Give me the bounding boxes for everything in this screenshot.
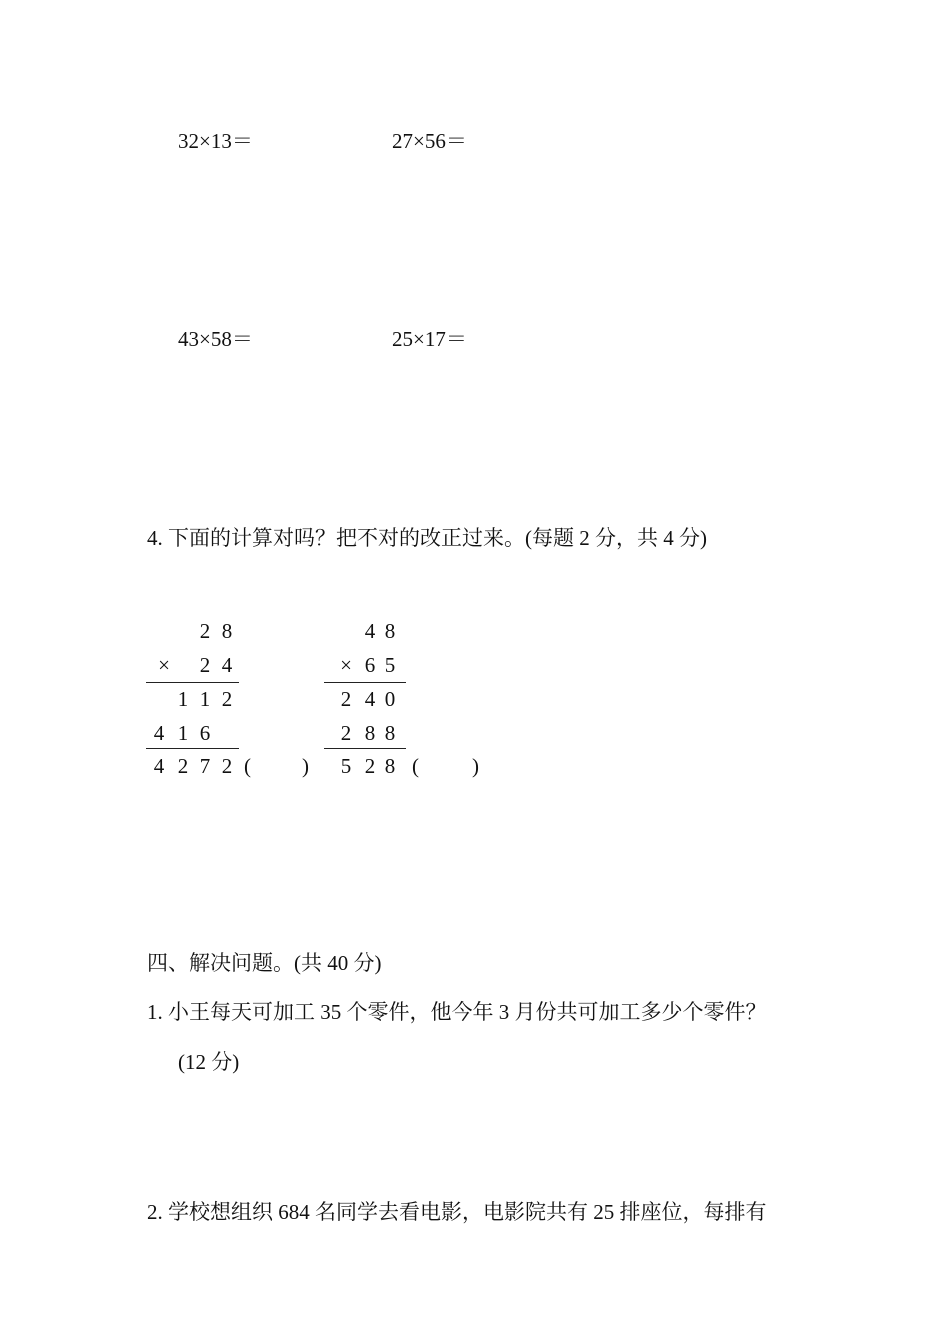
calc-expression-2: 27×56＝ bbox=[392, 129, 467, 153]
answer-paren-open: ( bbox=[244, 754, 251, 778]
problem-1-line-1: 1. 小王每天可加工 35 个零件，他今年 3 月份共可加工多少个零件？ bbox=[147, 1000, 767, 1024]
digit: 4 bbox=[364, 687, 376, 711]
digit: 6 bbox=[364, 653, 376, 677]
digit: 2 bbox=[221, 687, 233, 711]
digit: 4 bbox=[153, 754, 165, 778]
calc-expression-3: 43×58＝ bbox=[178, 327, 253, 351]
digit: 8 bbox=[384, 721, 396, 745]
digit: 7 bbox=[199, 754, 211, 778]
answer-paren-open: ( bbox=[412, 754, 419, 778]
digit: 2 bbox=[199, 653, 211, 677]
digit: 6 bbox=[199, 721, 211, 745]
calculation-line bbox=[146, 682, 239, 683]
calc-expression-4: 25×17＝ bbox=[392, 327, 467, 351]
answer-paren-close: ) bbox=[302, 754, 309, 778]
digit: 2 bbox=[364, 754, 376, 778]
digit: 2 bbox=[199, 619, 211, 643]
problem-1-line-2: (12 分) bbox=[178, 1050, 240, 1074]
digit: 5 bbox=[384, 653, 396, 677]
digit: 4 bbox=[221, 653, 233, 677]
digit: 1 bbox=[199, 687, 211, 711]
digit: 0 bbox=[384, 687, 396, 711]
digit: 2 bbox=[177, 754, 189, 778]
digit: 1 bbox=[177, 687, 189, 711]
calculation-line bbox=[324, 682, 406, 683]
calculation-line bbox=[146, 748, 239, 749]
calculation-line bbox=[324, 748, 406, 749]
problem-2-line-1: 2. 学校想组织 684 名同学去看电影，电影院共有 25 排座位，每排有 bbox=[147, 1200, 767, 1224]
multiply-sign: × bbox=[340, 653, 352, 677]
digit: 8 bbox=[221, 619, 233, 643]
digit: 4 bbox=[364, 619, 376, 643]
calc-expression-1: 32×13＝ bbox=[178, 129, 253, 153]
digit: 4 bbox=[153, 721, 165, 745]
digit: 5 bbox=[340, 754, 352, 778]
digit: 1 bbox=[177, 721, 189, 745]
digit: 2 bbox=[221, 754, 233, 778]
digit: 8 bbox=[384, 754, 396, 778]
digit: 2 bbox=[340, 721, 352, 745]
answer-paren-close: ) bbox=[472, 754, 479, 778]
question-4-title: 4. 下面的计算对吗？把不对的改正过来。(每题 2 分，共 4 分) bbox=[147, 526, 707, 550]
digit: 8 bbox=[384, 619, 396, 643]
multiply-sign: × bbox=[158, 653, 170, 677]
digit: 8 bbox=[364, 721, 376, 745]
section-4-title: 四、解决问题。(共 40 分) bbox=[147, 951, 382, 975]
digit: 2 bbox=[340, 687, 352, 711]
